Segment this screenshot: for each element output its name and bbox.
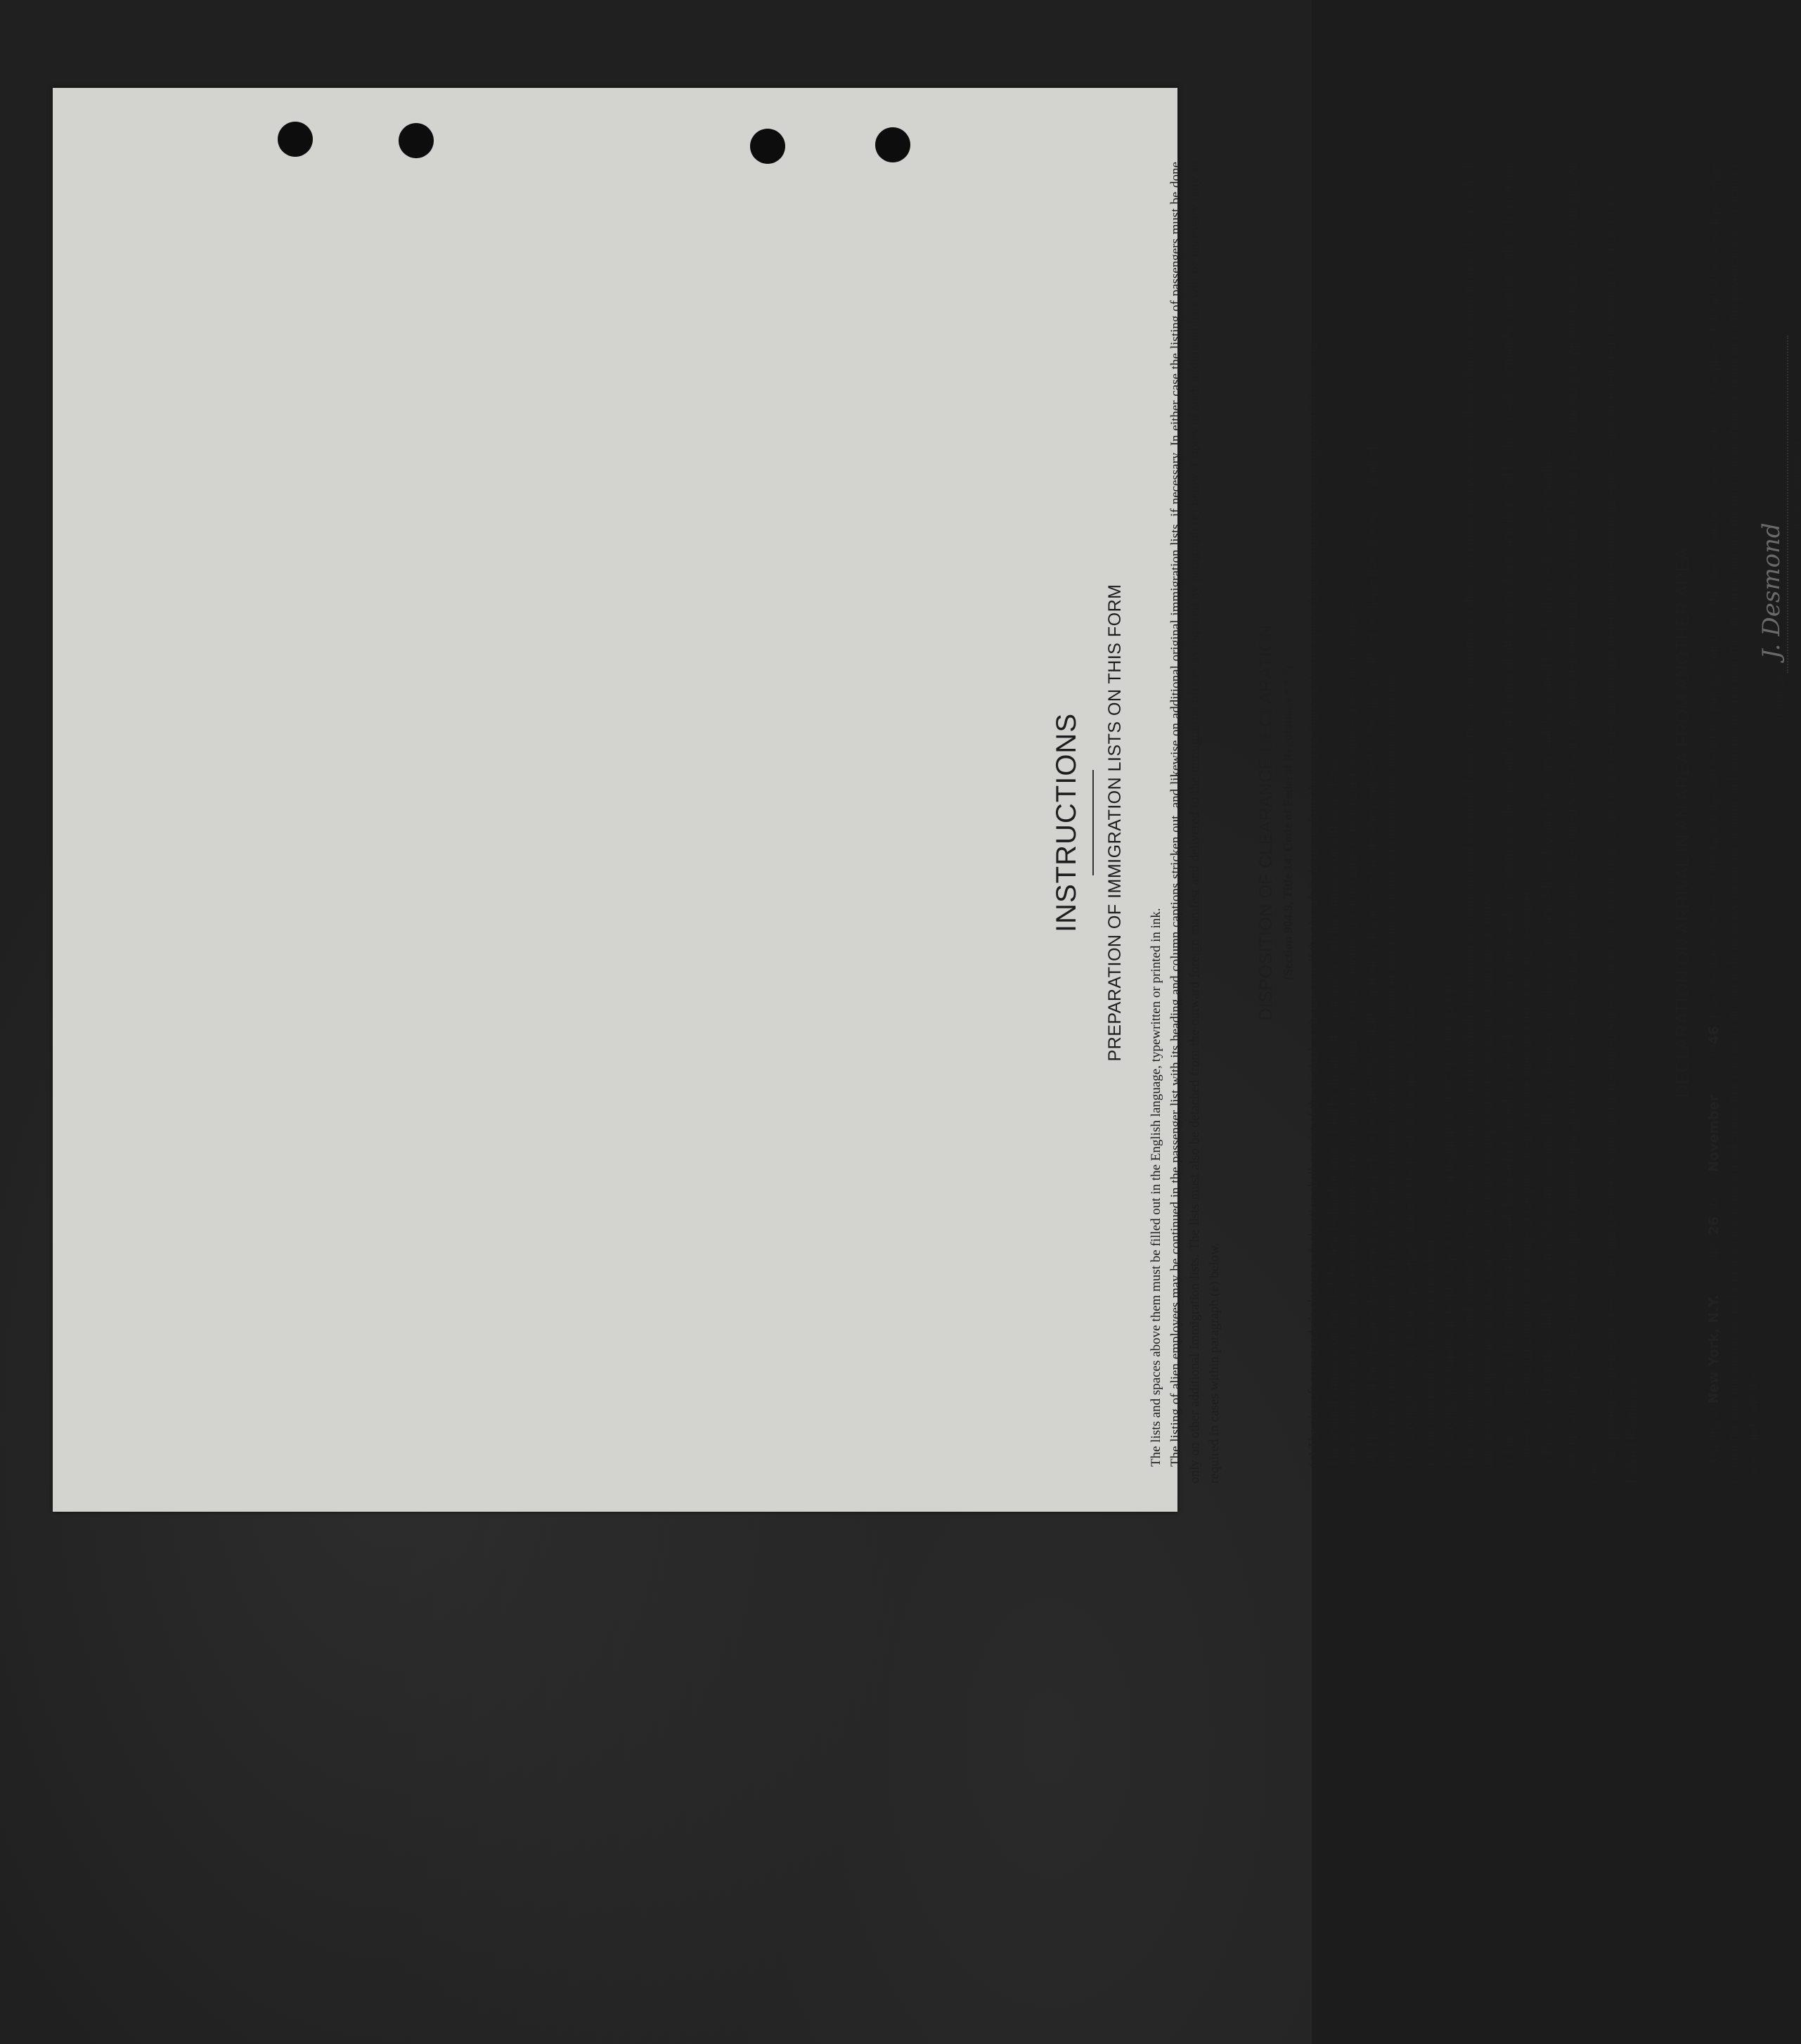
list-item: (1) The two copies of the immigration lists shall be detached, signed on the back as to correctness and completeness of the lists and of such required information sheets, and delivered by the aircraft commander, together with such requested sheets, to the immigration officer in charge at the place of entry for use there as a list of arriving passengers. — [1500, 162, 1535, 1475]
arrival-place-field: New York, N.Y. — [1706, 1294, 1722, 1404]
title-rule — [1092, 770, 1094, 875]
paragraph: The original outward foreign manifest shall be delivered by the aircraft commander to the customs officer in charge to be retained by him as a record of clearance. — [1345, 599, 1360, 1467]
paragraph-d: (d) The copy of the clearance declaration for a departure from the United States shall constitute a clearance certificate when endorsed by the customs officer in charge that clearance is granted. — [1364, 443, 1380, 1467]
punch-hole — [278, 122, 313, 157]
list-item: (2) carrying residue cargo (19 CFR 4.10a) — [1422, 1240, 1438, 1465]
paragraph: The listing of alien employees may be continued in the passenger list with its heading and column captions stricken out, and likewise on additional original immigration lists, if necessary. In either case the listing of passengers must be done only on other additional immigration lists. The lists must also be detached from the outward foreign manifest and delivered to the immigration officer as required by paragraph (e) below. Copies of such additional lists will be necessary only as required in cases within paragraph (e) below. — [1168, 162, 1222, 1484]
rotated-instructions — [967, 134, 1801, 1512]
section-heading-preparation: PREPARATION OF IMMIGRATION LISTS ON THIS FORM — [1105, 584, 1125, 1062]
list-item: (3) carrying merchandise in bond (chap. XVI, Custom Regulations, 1937 (19 CFR, part 16). — [1442, 973, 1457, 1465]
punch-hole — [875, 127, 910, 162]
section-heading-declaration: DECLARATION ON ARRIVAL IN AN AREA FROM ANOTHER AREA — [1673, 547, 1693, 1098]
paragraph: Any passenger, alien employee, or merchandise taken aboard outside the United States by an aircraft en route from an area to another area and brought thereto must be listed in an entry declaration as required by Section 4.8, Title 19, Code of Federal Regulations. — [1604, 162, 1639, 1484]
list-item: (1) carrying to or over that area passengers that must be listed on clearance declaration; or — [1403, 984, 1419, 1465]
paragraph-e: (e) The two copies of the clearance declaration shall be furnished by the aircraft commander when the clearance is to another area and the aircraft is— — [1383, 663, 1399, 1467]
declaration-paragraph: Arriving at New York, N.Y...........this..26..day of November.......... 1946, I declare that to the best of my knowledge and belief the immigration list on this sheet contains a correct notation of the place of debarkation of each passenger in such list who has been debarked en route outside the United States, that the rest of the list includes every passenger brought on board to this area from the other area, and that the information sheets as required for the passengers so brought are correct and complete. — [1706, 162, 1761, 1484]
section-heading-disposition: DISPOSITION OF CLEARANCE DECLARATION — [1256, 624, 1277, 1021]
year-field: 46 — [1706, 1026, 1722, 1045]
paragraph: The original immigration lists shall be detached and promptly filed by the aircraft commander with the immigration officer in charge. — [1325, 753, 1341, 1467]
punch-hole — [399, 123, 434, 158]
page-title: INSTRUCTIONS — [1051, 713, 1082, 932]
list-item: (2) The outward manifests shall be sworn to before the customs officer in charge at such place of entry and delivered to him. One copy shall be retained by such officer as the coasting manifest. — [1539, 446, 1554, 1475]
paragraph-c: (c) The aircraft commander's clearance declaration shall consist of the original, with one copy if the aircraft is departing from the United States, and two copies whenever required by paragraph (e) of this section. — [1306, 339, 1322, 1467]
signature-caption: (Aircraft commander) — [1788, 442, 1801, 542]
handwritten-signature: J. Desmond — [1757, 522, 1786, 660]
month-field: November — [1706, 1095, 1722, 1173]
paragraph: The copies must have the endorsement of the customs officer in the area from which clearing that permit to proceed is granted. These copies and an information sheet concerning each passenger, unless within an exception prescribed on the back of that sheet, shall upon arrival in the area to which cleared be disposed of by the aircraft commander as follows: — [1461, 162, 1496, 1484]
signature-label: Signature — [1773, 673, 1788, 724]
signature-line — [1757, 335, 1788, 673]
signature-block — [1757, 302, 1801, 724]
punch-hole — [750, 129, 785, 164]
citation: (Section 904.9, Title 14, Code of Federal Regulations * * *) — [1281, 665, 1296, 980]
note-paragraph: NOTE.—If any passenger listed on the copies required by paragraph (e) above is debarked at any place outside the United States, each copy when delivered shall bear a notation of such place in the margin opposite his name in the immigration lists. — [1566, 162, 1600, 1484]
paragraph: The lists and spaces above them must be filled out in the English language, typewritten or printed in ink. — [1149, 908, 1163, 1467]
day-field: 26 — [1706, 1216, 1722, 1235]
document-page — [53, 88, 1801, 1512]
